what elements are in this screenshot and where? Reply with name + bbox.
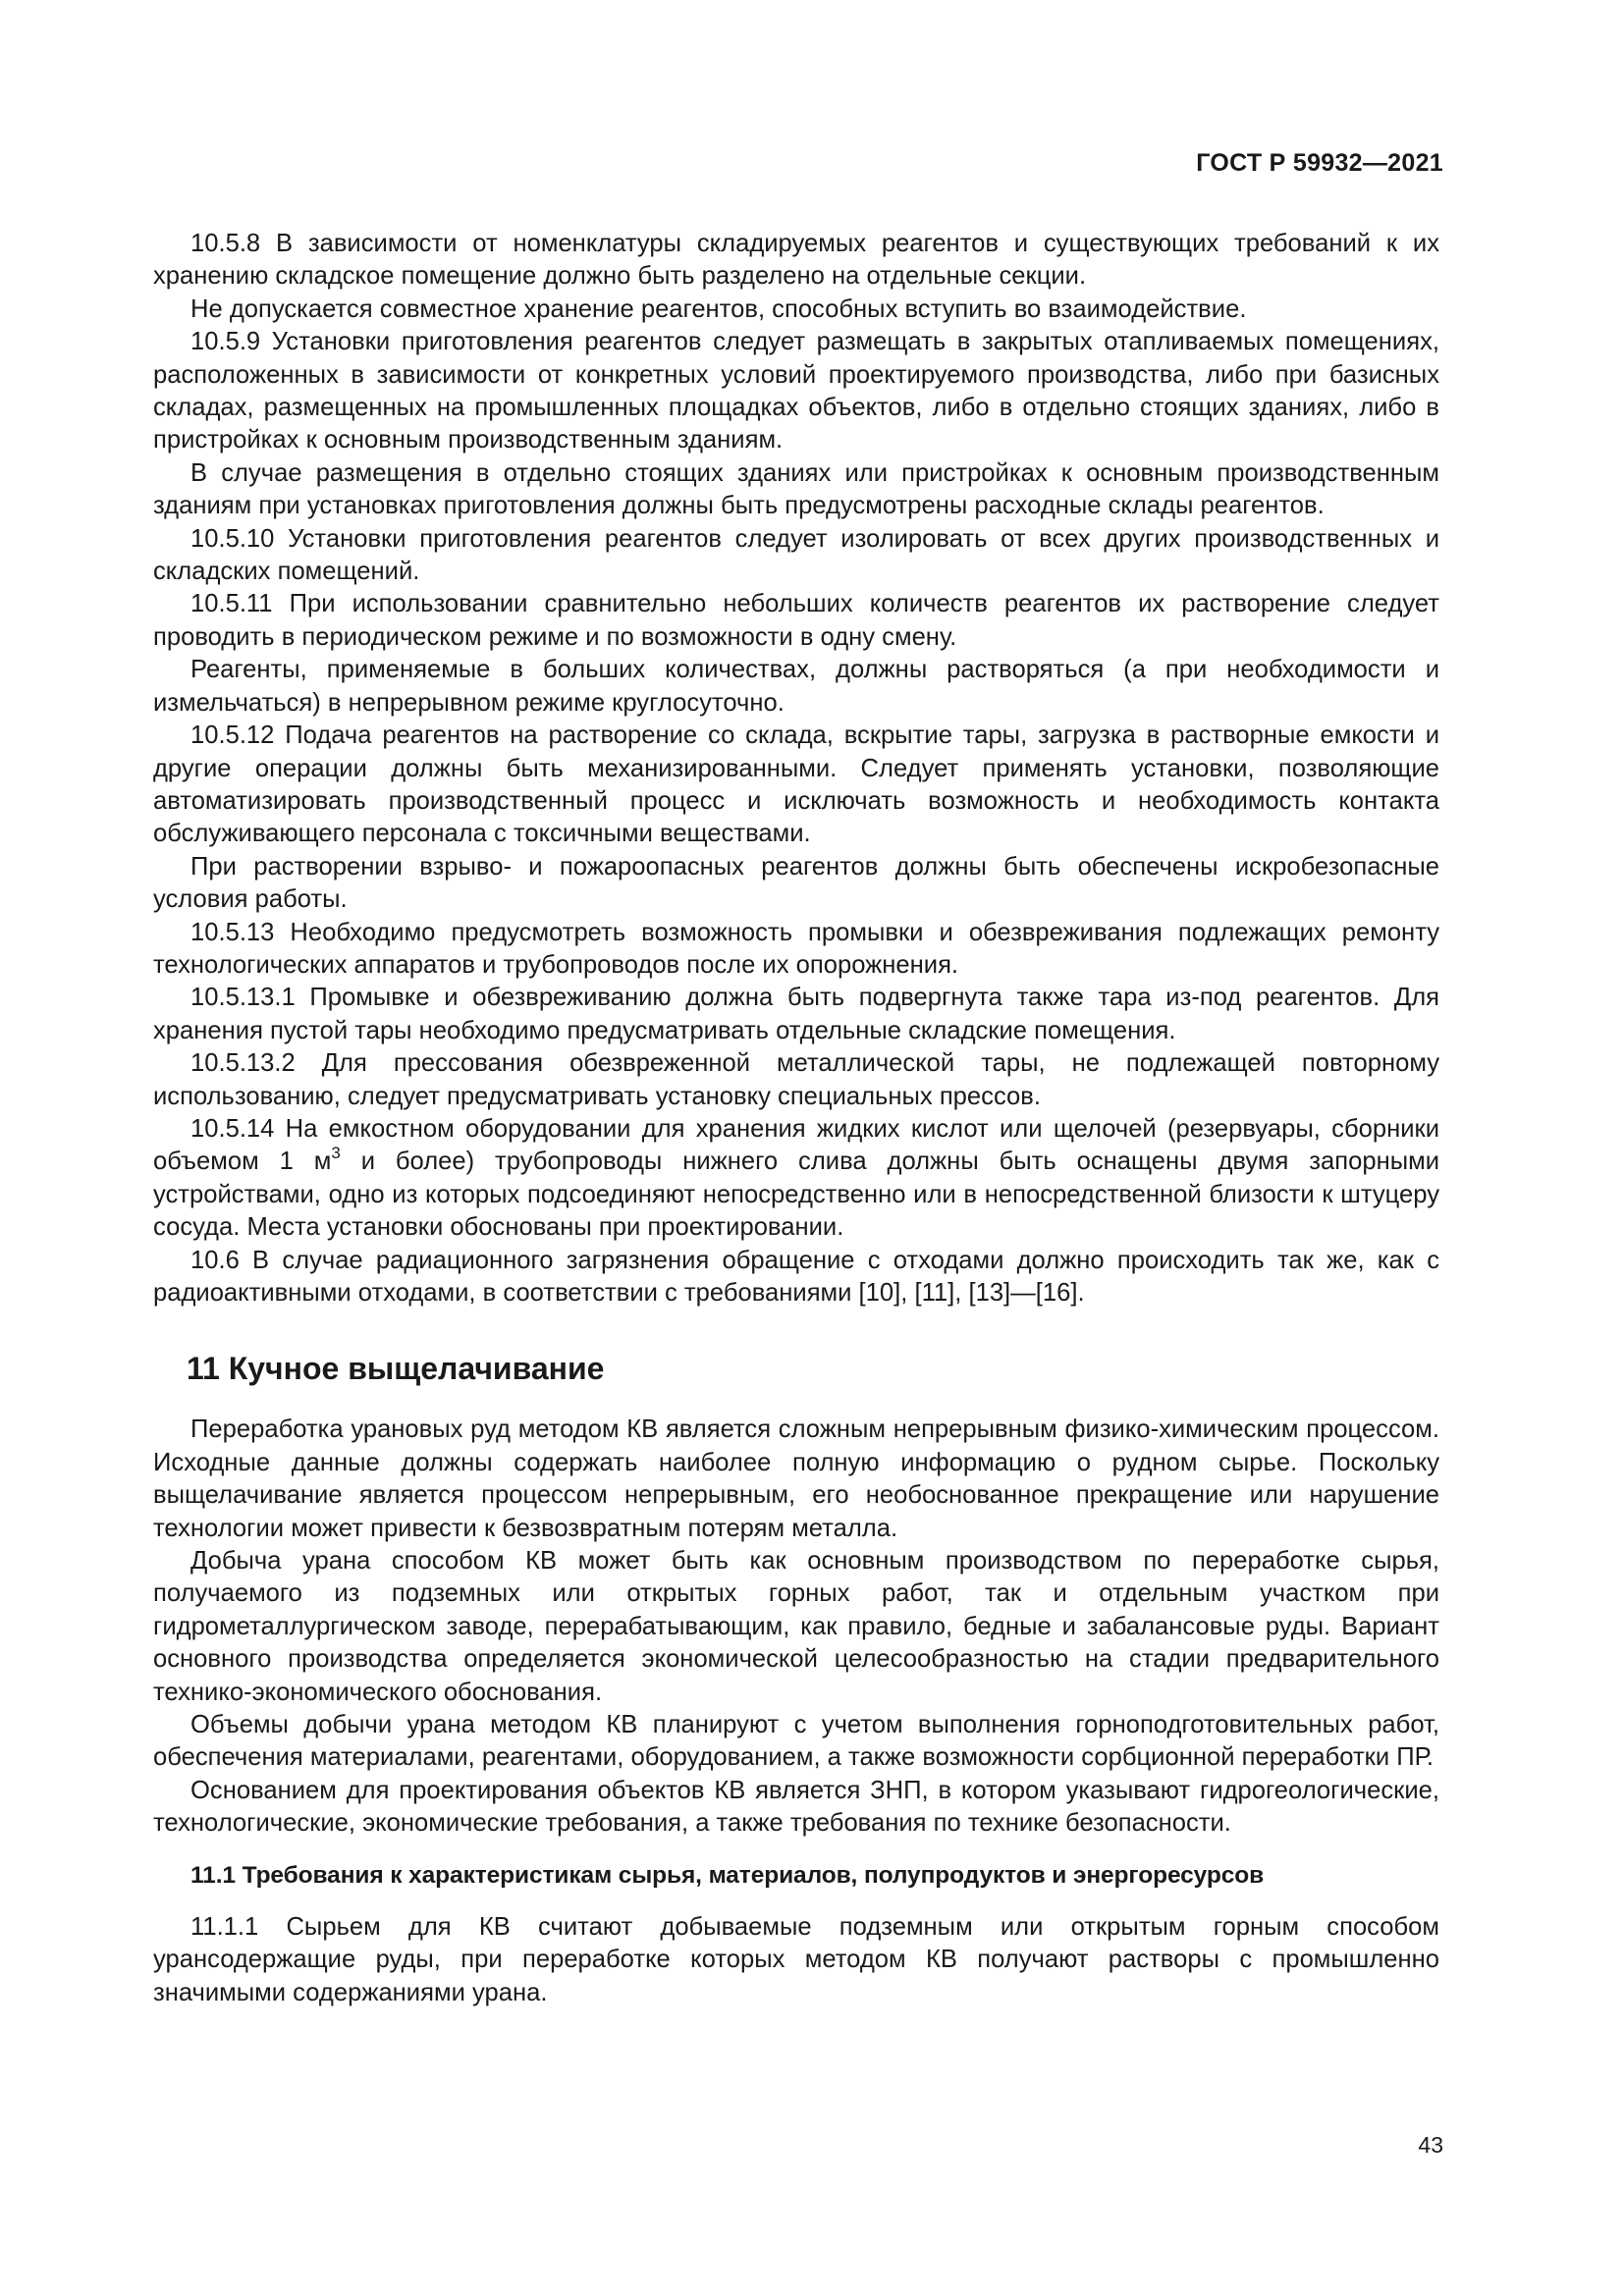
paragraph: 10.5.12 Подача реагентов на растворение со склада, вскрытие тары, загрузка в растворные емкости и другие операции должны быть механизированными. Следует применять установки, позволяющие автоматизировать производственный процесс и исключать возможность и необходимость контакта обслуживающего персонала с токсичными веществами.	[153, 721, 1439, 848]
section-heading: 11 Кучное выщелачивание	[187, 1351, 605, 1387]
paragraph: 10.5.13.1 Промывке и обезвреживанию должна быть подвергнута также тара из-под реагентов. Для хранения пустой тары необходимо предусматривать отдельные складские помещения.	[153, 984, 1439, 1044]
paragraph: 10.5.11 При использовании сравнительно небольших количеств реагентов их растворение следует проводить в периодическом режиме и по возможности в одну смену.	[153, 590, 1439, 651]
paragraph-text: 10.5.14 На емкостном оборудовании для хранения жидких кислот или щелочей (резервуары, сборники объемом 1 м	[153, 1114, 1439, 1176]
paragraph: Основанием для проектирования объектов КВ является ЗНП, в котором указывают гидрогеологические, технологические, экономические требования, а также требования по технике безопасности.	[153, 1776, 1439, 1838]
paragraph: 10.5.8 В зависимости от номенклатуры складируемых реагентов и существующих требований к их хранению складское помещение должно быть разделено на отдельные секции.	[153, 230, 1439, 291]
paragraph-10-5-14	[153, 1113, 1439, 1245]
paragraph: 10.5.10 Установки приготовления реагентов следует изолировать от всех других производственных и складских помещений.	[153, 524, 1439, 586]
page-number: 43	[1418, 2132, 1443, 2158]
paragraph: 10.5.13.2 Для прессования обезвреженной металлической тары, не подлежащей повторному использованию, следует предусматривать установку специальных прессов.	[153, 1049, 1439, 1110]
paragraph-text: и более) трубопроводы нижнего слива должны быть оснащены двумя запорными устройствами, одно из которых подсоединяют непосредственно или в непосредственной близости к штуцеру сосуда. Места установки обоснованы при проектировании.	[153, 1148, 1439, 1242]
paragraph: При растворении взрыво- и пожароопасных реагентов должны быть обеспечены искробезопасные условия работы.	[153, 852, 1439, 914]
superscript: 3	[331, 1143, 341, 1162]
paragraph: Добыча урана способом КВ может быть как основным производством по переработке сырья, получаемого из подземных или открытых горных работ, так и отдельным участком при гидрометаллургическом заводе, перерабатывающим, как правило, бедные и забалансовые руды. Вариант основного производства определяется экономической целесообразностью на стадии предварительного технико-экономического обоснования.	[153, 1547, 1439, 1706]
paragraph: Переработка урановых руд методом КВ является сложным непрерывным физико-химическим процессом. Исходные данные должны содержать наиболее полную информацию о рудном сырье. Поскольку выщелачивание является процессом непрерывным, его необоснованное прекращение или нарушение технологии может привести к безвозвратным потерям металла.	[153, 1415, 1439, 1542]
paragraph-10-6: 10.6 В случае радиационного загрязнения обращение с отходами должно происходить так же, как с радиоактивными отходами, в соответствии с требованиями [10], [11], [13]—[16].	[153, 1246, 1439, 1307]
paragraph: Объемы добычи урана методом КВ планируют с учетом выполнения горноподготовительных работ, обеспечения материалами, реагентами, оборудованием, а также возможности сорбционной переработки ПР.	[153, 1711, 1439, 1772]
subsection-heading: 11.1 Требования к характеристикам сырья, материалов, полупродуктов и энергоресурсов	[190, 1861, 1265, 1889]
paragraph: В случае размещения в отдельно стоящих зданиях или пристройках к основным производственным зданиям при установках приготовления должны быть предусмотрены расходные склады реагентов.	[153, 458, 1439, 520]
paragraph: Реагенты, применяемые в больших количествах, должны растворяться (а при необходимости и измельчаться) в непрерывном режиме круглосуточно.	[153, 656, 1439, 717]
document-header: ГОСТ Р 59932—2021	[1196, 149, 1443, 177]
paragraph: 11.1.1 Сырьем для КВ считают добываемые подземным или открытым горным способом урансодержащие руды, при переработке которых методом КВ получают растворы с промышленно значимыми содержаниями урана.	[153, 1912, 1439, 2006]
paragraph: 10.5.13 Необходимо предусмотреть возможность промывки и обезвреживания подлежащих ремонту технологических аппаратов и трубопроводов после их опорожнения.	[153, 918, 1439, 979]
paragraph: 10.5.9 Установки приготовления реагентов следует размещать в закрытых отапливаемых помещениях, расположенных в зависимости от конкретных условий проектируемого производства, либо при базисных складах, размещенных на промышленных площадках объектов, либо в отдельно стоящих зданиях, либо в пристройках к основным производственным зданиям.	[153, 328, 1439, 454]
paragraph: Не допускается совместное хранение реагентов, способных вступить во взаимодействие.	[190, 294, 1247, 323]
document-body	[153, 228, 1439, 2009]
